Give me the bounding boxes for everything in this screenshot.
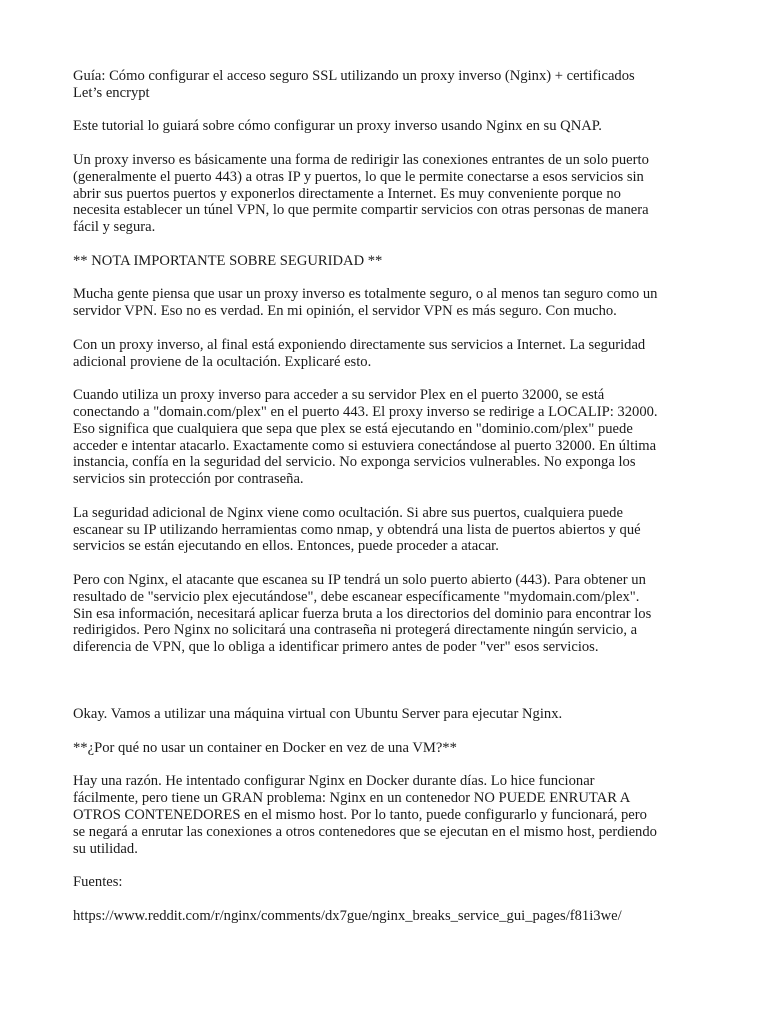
sources-label: Fuentes: [73, 874, 123, 891]
security-paragraph-1: Mucha gente piensa que usar un proxy inverso es totalmente seguro, o al menos tan seguro como un servidor VPN. Eso no es verdad. En mi opinión, el servidor VPN es más seguro. Con mucho. [73, 286, 658, 320]
reverse-proxy-definition-paragraph: Un proxy inverso es básicamente una forma de redirigir las conexiones entrantes de un solo puerto (generalmente el puerto 443) a otras IP y puertos, lo que le permite conectarse a esos servicios sin abrir sus puertos puertos y exponerlos directamente a Internet. Es muy conveniente porque no necesita establecer un túnel VPN, lo que permite compartir servicios con otras personas de manera fácil y segura. [73, 151, 649, 236]
intro-paragraph: Este tutorial lo guiará sobre cómo configurar un proxy inverso usando Nginx en su QNAP. [73, 118, 602, 135]
ubuntu-vm-paragraph: Okay. Vamos a utilizar una máquina virtual con Ubuntu Server para ejecutar Nginx. [73, 706, 563, 723]
document-page [73, 68, 701, 925]
source-link[interactable]: https://www.reddit.com/r/nginx/comments/dx7gue/nginx_breaks_service_gui_pages/f81i3we/ [73, 907, 622, 924]
plex-example-paragraph: Cuando utiliza un proxy inverso para acceder a su servidor Plex en el puerto 32000, se está conectando a "domain.com/plex" en el puerto 443. El proxy inverso se redirige a LOCALIP: 32000. Eso significa que cualquiera que sepa que plex se está ejecutando en "dominio.com/plex" puede acceder e intentar atacarlo. Exactamente como si estuviera conectándose al puerto 32000. En última instancia, confía en la seguridad del servicio. No exponga servicios vulnerables. No exponga los servicios sin protección por contraseña. [73, 387, 658, 488]
document-title: Guía: Cómo configurar el acceso seguro SSL utilizando un proxy inverso (Nginx) + certificados Let’s encrypt [73, 68, 635, 101]
docker-explanation-paragraph: Hay una razón. He intentado configurar Nginx en Docker durante días. Lo hice funcionar fácilmente, pero tiene un GRAN problema: Nginx en un contenedor NO PUEDE ENRUTAR A OTROS CONTENEDORES en el mismo host. Por lo tanto, puede configurarlo y funcionará, pero se negará a enrutar las conexiones a otros contenedores que se ejecutan en el mismo host, perdiendo su utilidad. [73, 773, 657, 857]
nginx-obscurity-paragraph: La seguridad adicional de Nginx viene como ocultación. Si abre sus puertos, cualquiera puede escanear su IP utilizando herramientas como nmap, y obtendrá una lista de puertos abiertos y qué servicios se están ejecutando en ellos. Entonces, puede proceder a atacar. [73, 504, 641, 555]
security-paragraph-2: Con un proxy inverso, al final está exponiendo directamente sus servicios a Internet. La seguridad adicional proviene de la ocultación. Explicaré esto. [73, 336, 646, 370]
nginx-attacker-paragraph: Pero con Nginx, el atacante que escanea su IP tendrá un solo puerto abierto (443). Para obtener un resultado de "servicio plex ejecutándose", debe escanear específicamente "mydomain.com/plex". Sin esa información, necesitará aplicar fuerza bruta a los directorios del dominio para encontrar los redirigidos. Pero Nginx no solicitará una contraseña ni protegerá directamente ningún servicio, a diferencia de VPN, que lo obliga a identificar primero antes de poder "ver" esos servicios. [73, 571, 652, 656]
security-note-heading: ** NOTA IMPORTANTE SOBRE SEGURIDAD ** [73, 252, 383, 269]
docker-question-heading: **¿Por qué no usar un container en Docker en vez de una VM?** [73, 739, 457, 756]
